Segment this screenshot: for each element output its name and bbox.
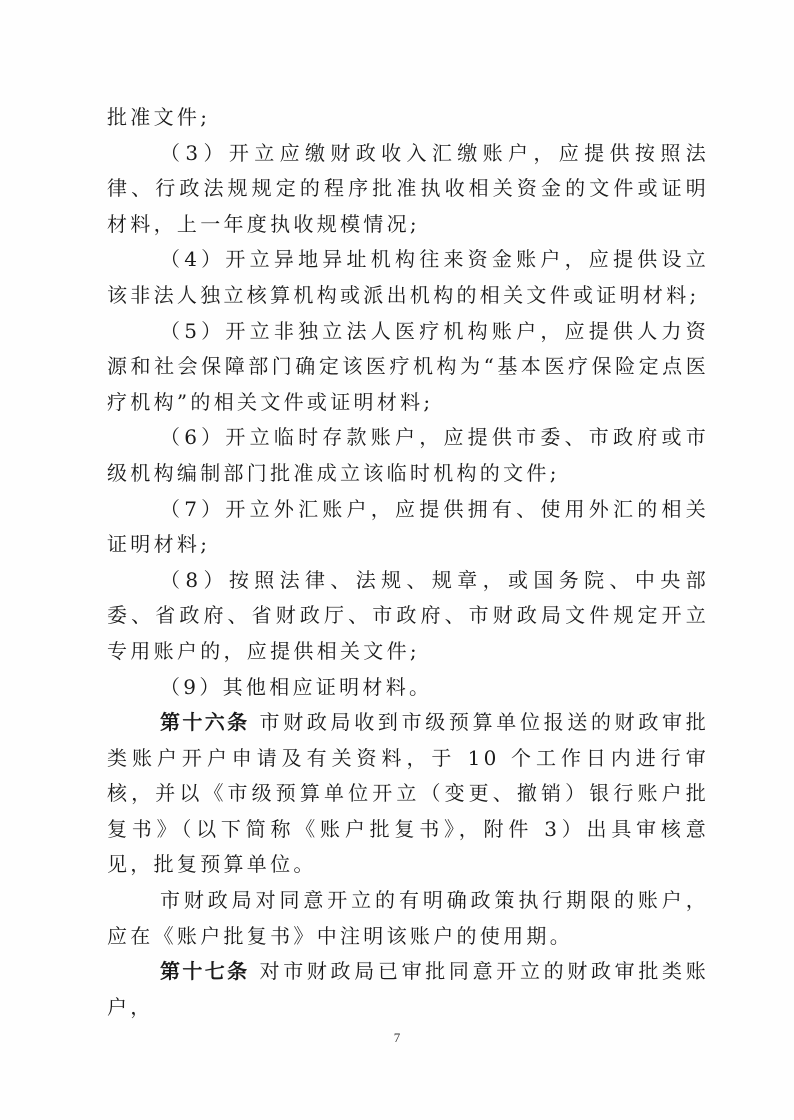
paragraph: （6）开立临时存款账户，应提供市委、市政府或市级机构编制部门批准成立该临时机构的文件; bbox=[107, 425, 709, 485]
article-16 bbox=[107, 705, 709, 883]
paragraph: （3）开立应缴财政收入汇缴账户，应提供按照法律、行政法规规定的程序批准执收相关资金的文件或证明材料，上一年度执收规模情况; bbox=[107, 140, 709, 236]
paragraph: （5）开立非独立法人医疗机构账户，应提供人力资源和社会保障部门确定该医疗机构为“基本医疗保险定点医疗机构”的相关文件或证明材料; bbox=[107, 318, 709, 414]
page-number: 7 bbox=[393, 1030, 401, 1045]
paragraph: （8）按照法律、法规、规章，或国务院、中央部委、省政府、省财政厅、市政府、市财政局文件规定开立专用账户的，应提供相关文件; bbox=[107, 567, 709, 663]
article-17 bbox=[107, 954, 709, 1025]
document-body bbox=[107, 100, 709, 1025]
paragraph: （9）其他相应证明材料。 bbox=[160, 674, 433, 699]
paragraph: 批准文件; bbox=[107, 105, 211, 129]
article-text: 对市财政局已审批同意开立的财政审批类账户， bbox=[107, 959, 710, 1019]
article-label: 第十六条 bbox=[160, 710, 250, 735]
article-text: 市财政局收到市级预算单位报送的财政审批类账户开户申请及有关资料，于 10 个工作日内进行审核，并以《市级预算单位开立（变更、撤销）银行账户批复书》（以下简称《账户批复书》，附件 3）出具审核意见，批复预算单位。 bbox=[107, 710, 710, 877]
paragraph: （4）开立异地异址机构往来资金账户，应提供设立该非法人独立核算机构或派出机构的相关文件或证明材料; bbox=[107, 247, 709, 307]
paragraph: （7）开立外汇账户，应提供拥有、使用外汇的相关证明材料; bbox=[107, 496, 709, 557]
paragraph: 市财政局对同意开立的有明确政策执行期限的账户，应在《账户批复书》中注明该账户的使用期。 bbox=[107, 888, 709, 948]
article-label: 第十七条 bbox=[160, 959, 250, 984]
